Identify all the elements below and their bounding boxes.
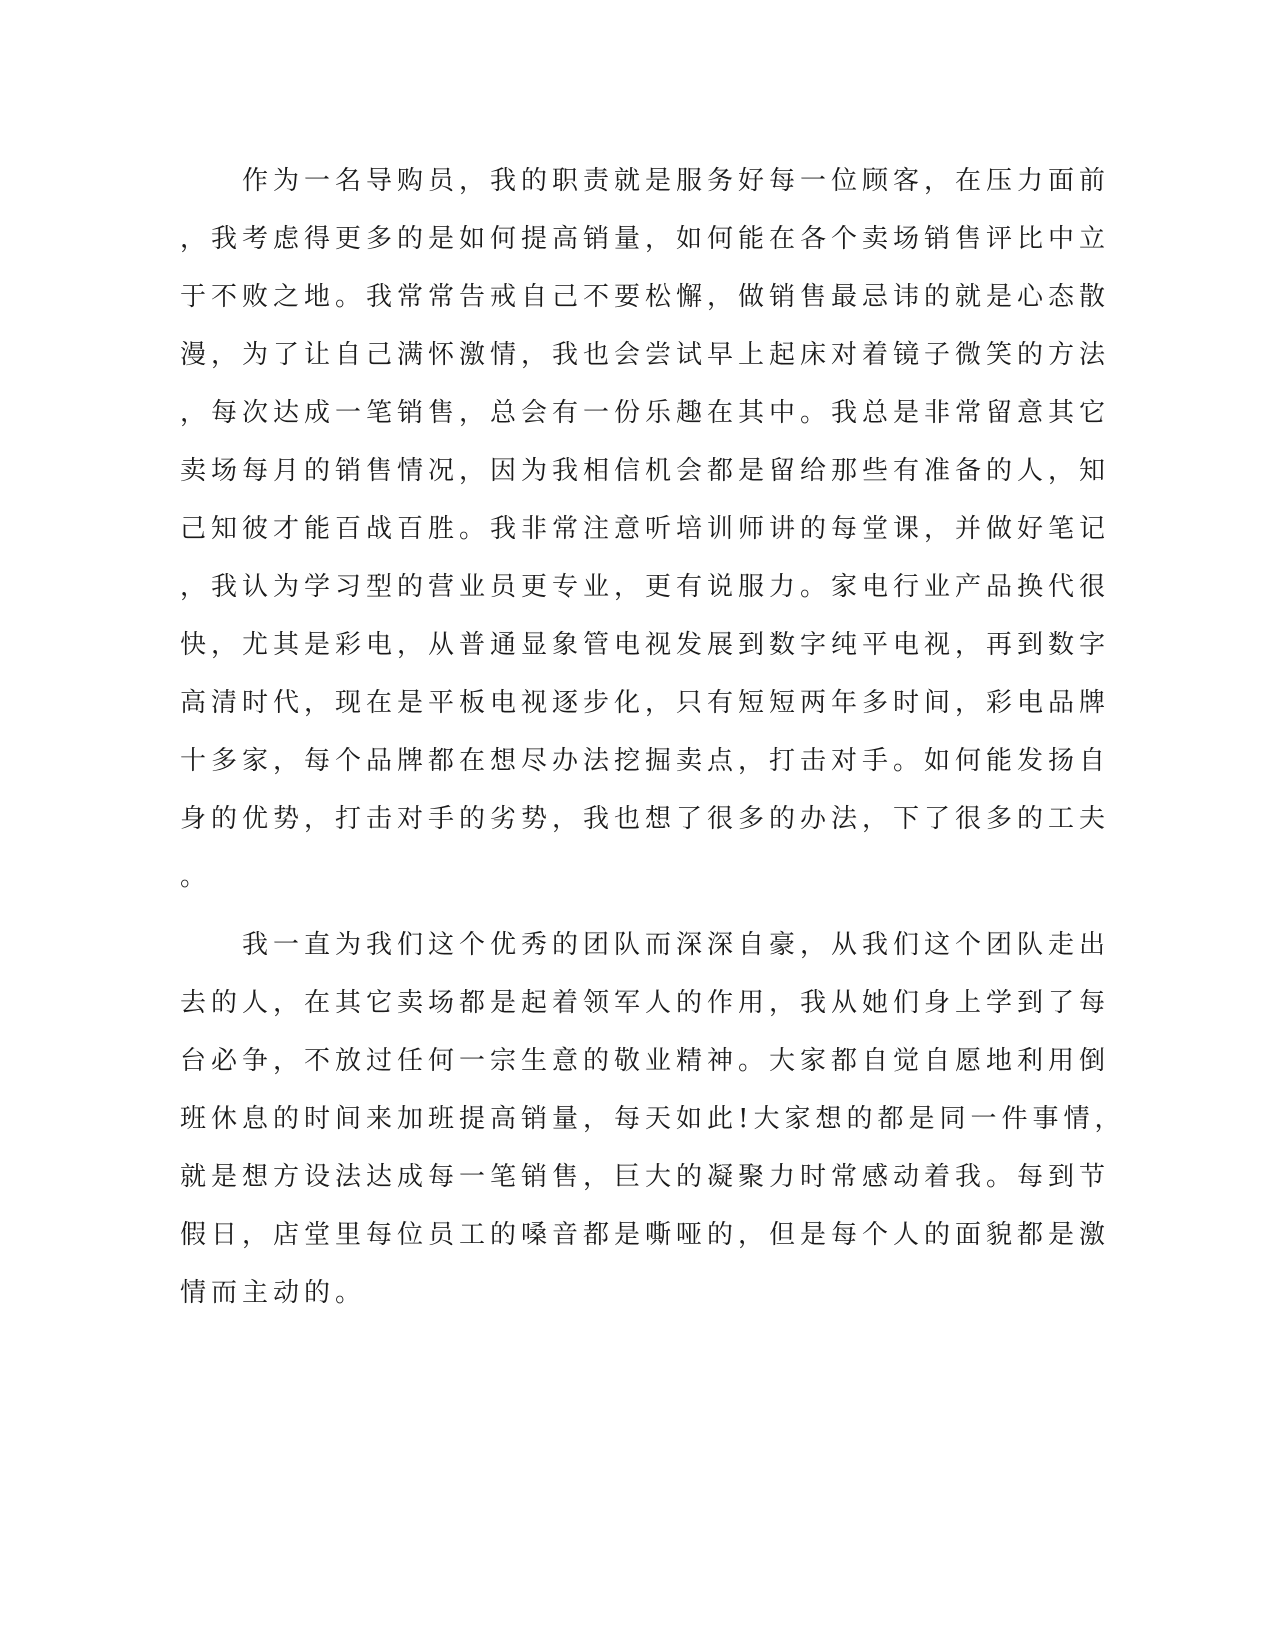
paragraph-1-line-9: 快，尤其是彩电，从普通显象管电视发展到数字纯平电视，再到数字	[180, 630, 1111, 660]
paragraph-2-line-2: 去的人，在其它卖场都是起着领军人的作用，我从她们身上学到了每	[180, 988, 1111, 1018]
paragraph-1-line-5: ，每次达成一笔销售，总会有一份乐趣在其中。我总是非常留意其它	[180, 398, 1111, 428]
paragraph-1-line-2: ，我考虑得更多的是如何提高销量，如何能在各个卖场销售评比中立	[180, 224, 1111, 254]
paragraph-2-line-1: 我一直为我们这个优秀的团队而深深自豪，从我们这个团队走出	[180, 930, 1111, 960]
paragraph-2-line-7: 情而主动的。	[180, 1278, 367, 1308]
paragraph-1-line-1: 作为一名导购员，我的职责就是服务好每一位顾客，在压力面前	[180, 166, 1111, 196]
paragraph-1-line-6: 卖场每月的销售情况，因为我相信机会都是留给那些有准备的人，知	[180, 456, 1111, 486]
paragraph-1-line-3: 于不败之地。我常常告戒自己不要松懈，做销售最忌讳的就是心态散	[180, 282, 1111, 312]
paragraph-1-line-7: 己知彼才能百战百胜。我非常注意听培训师讲的每堂课，并做好笔记	[180, 514, 1111, 544]
paragraph-1-line-4: 漫，为了让自己满怀激情，我也会尝试早上起床对着镜子微笑的方法	[180, 340, 1111, 370]
paragraph-1-line-13: 。	[180, 862, 212, 892]
paragraph-2-line-5: 就是想方设法达成每一笔销售，巨大的凝聚力时常感动着我。每到节	[180, 1162, 1111, 1192]
paragraph-1-line-8: ，我认为学习型的营业员更专业，更有说服力。家电行业产品换代很	[180, 572, 1111, 602]
paragraph-1-line-12: 身的优势，打击对手的劣势，我也想了很多的办法，下了很多的工夫	[180, 804, 1111, 834]
paragraph-2-line-6: 假日，店堂里每位员工的嗓音都是嘶哑的，但是每个人的面貌都是激	[180, 1220, 1111, 1250]
paragraph-1-line-10: 高清时代，现在是平板电视逐步化，只有短短两年多时间，彩电品牌	[180, 688, 1111, 718]
paragraph-2-line-3: 台必争，不放过任何一宗生意的敬业精神。大家都自觉自愿地利用倒	[180, 1046, 1111, 1076]
paragraph-1-line-11: 十多家，每个品牌都在想尽办法挖掘卖点，打击对手。如何能发扬自	[180, 746, 1111, 776]
paragraph-2-line-4: 班休息的时间来加班提高销量，每天如此!大家想的都是同一件事情，	[180, 1104, 1126, 1134]
